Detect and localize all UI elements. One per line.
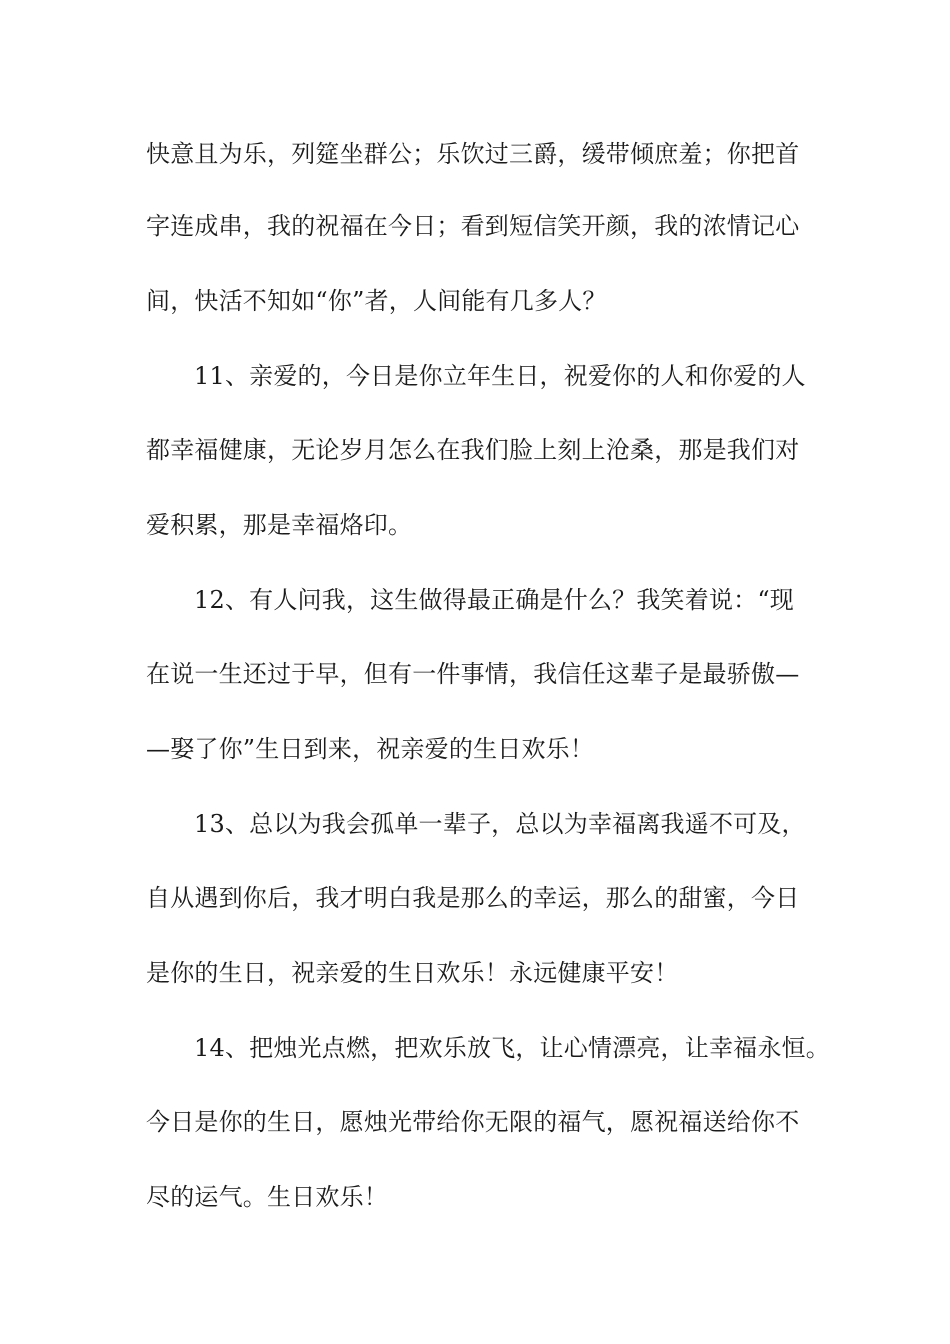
text-line: 爱积累，那是幸福烙印。 (146, 511, 413, 539)
paragraph-first-line: 13、总以为我会孤单一辈子，总以为幸福离我遥不可及， (194, 810, 806, 838)
text-line: 快意且为乐，列筵坐群公；乐饮过三爵，缓带倾庶羞；你把首 (146, 140, 800, 168)
text-line: 自从遇到你后，我才明白我是那么的幸运，那么的甜蜜，今日 (146, 884, 800, 912)
text-line: 字连成串，我的祝福在今日；看到短信笑开颜，我的浓情记心 (146, 212, 800, 240)
text-line: 都幸福健康，无论岁月怎么在我们脸上刻上沧桑，那是我们对 (146, 436, 800, 464)
text-line: 在说一生还过于早，但有一件事情，我信任这辈子是最骄傲— (146, 660, 800, 688)
text-line: 今日是你的生日，愿烛光带给你无限的福气，愿祝福送给你不 (146, 1108, 800, 1136)
paragraph-first-line: 14、把烛光点燃，把欢乐放飞，让心情漂亮，让幸福永恒。 (194, 1034, 830, 1062)
paragraph-first-line: 12、有人问我，这生做得最正确是什么？我笑着说：“现 (194, 586, 795, 614)
text-line: 间，快活不知如“你”者，人间能有几多人？ (146, 287, 607, 315)
text-line: 是你的生日，祝亲爱的生日欢乐！永远健康平安！ (146, 959, 679, 987)
text-line: —娶了你”生日到来，祝亲爱的生日欢乐！ (146, 735, 595, 763)
text-line: 尽的运气。生日欢乐！ (146, 1183, 388, 1211)
paragraph-first-line: 11、亲爱的，今日是你立年生日，祝爱你的人和你爱的人 (194, 362, 806, 390)
